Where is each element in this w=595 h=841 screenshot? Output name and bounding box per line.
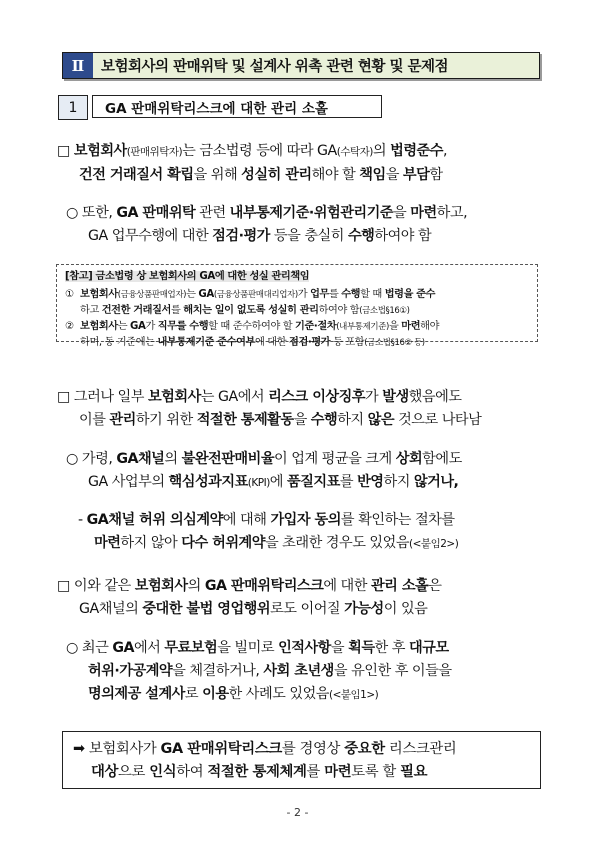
paragraph-control-failure xyxy=(57,386,481,432)
text-bold: 마련 xyxy=(401,321,421,332)
text: 를 xyxy=(339,474,358,490)
text: 을 초래한 경우도 있었음 xyxy=(264,535,410,551)
dash-bullet: - xyxy=(78,512,83,528)
text-bold: 보험회사 xyxy=(134,578,188,594)
text: 한 후 xyxy=(374,640,409,656)
text: 를 xyxy=(306,764,325,780)
text: 하지 xyxy=(337,412,368,428)
text-bold: GA 판매위탁리스크 xyxy=(160,741,282,757)
text-bold: 않은 xyxy=(367,412,395,428)
text: 은 xyxy=(428,578,442,594)
text-bold: 보험회사 xyxy=(147,389,201,405)
text-small: (<붙임1>) xyxy=(329,689,379,701)
text-small: (판매위탁자) xyxy=(126,146,183,158)
text: 을 체결하거나, xyxy=(172,663,264,679)
section-header xyxy=(62,52,540,79)
text: 로도 이어질 xyxy=(270,601,345,617)
circle-bullet: ○ xyxy=(66,451,78,467)
text-bold: 수행 xyxy=(347,228,375,244)
reference-line-3 xyxy=(65,319,531,335)
paragraph-internal-control xyxy=(66,202,467,248)
text-bold: 명의제공 설계사 xyxy=(88,686,185,702)
text: 하기 위한 xyxy=(135,412,197,428)
text: 하여 xyxy=(176,764,208,780)
text-small: (<붙임2>) xyxy=(409,538,459,550)
text-small: (금융상품판매업자) xyxy=(117,290,187,300)
line-2 xyxy=(57,409,481,432)
text-bold: 건전 거래질서 확립 xyxy=(79,167,194,183)
circled-number: ① xyxy=(65,289,74,300)
text: 이를 xyxy=(79,412,110,428)
text: 하고, xyxy=(436,205,468,221)
text-bold: 해치는 일이 없도록 성실히 관리 xyxy=(183,305,319,316)
text: 를 xyxy=(170,305,184,316)
line-2 xyxy=(57,164,447,187)
text: 의 xyxy=(372,143,391,159)
text: 함에도 xyxy=(422,451,462,467)
text: 토록 할 xyxy=(351,764,401,780)
line-2 xyxy=(73,761,540,784)
text-bold: 중요한 xyxy=(344,741,385,757)
text-bold: 않거나, xyxy=(413,474,459,490)
text-small: (수탁자) xyxy=(336,146,373,158)
circle-bullet: ○ xyxy=(66,640,78,656)
text-bold: 대상 xyxy=(91,764,119,780)
line-2 xyxy=(66,225,467,248)
text-bold: GA xyxy=(112,640,134,656)
text: 하며, 동 기준에는 xyxy=(80,337,158,348)
text-bold: 반영 xyxy=(357,474,384,490)
text-bold: 가입자 동의 xyxy=(270,512,341,528)
paragraph-false-contracts xyxy=(78,509,458,556)
summary-box xyxy=(62,731,541,789)
text-small: (금융상품판매대리업자) xyxy=(213,290,298,300)
section-title: 보험회사의 판매위탁 및 설계사 위촉 관련 현황 및 문제점 xyxy=(93,53,539,78)
text: 했음에도 xyxy=(408,389,462,405)
line-2 xyxy=(57,598,441,621)
text-bold: GA채널 xyxy=(116,451,165,467)
text-bold: GA 판매위탁 xyxy=(116,205,196,221)
text: 에 xyxy=(269,474,288,490)
text-bold: 법령을 준수 xyxy=(384,289,436,300)
text: 를 경영상 xyxy=(281,741,345,757)
reference-line-4 xyxy=(65,335,531,351)
paragraph-illegal-activity xyxy=(57,575,441,621)
text-bold: 보험회사 xyxy=(73,143,127,159)
text: 하고 xyxy=(80,305,102,316)
text-bold: 점검·평가 xyxy=(212,228,270,244)
arrow-icon: ➡ xyxy=(73,741,85,757)
text-bold: 성실히 관리 xyxy=(241,167,312,183)
text: 그러나 일부 xyxy=(73,389,148,405)
subsection-number: 1 xyxy=(58,95,88,120)
text: 을 xyxy=(388,321,402,332)
text: 의 xyxy=(164,451,182,467)
text-bold: 가능성 xyxy=(344,601,384,617)
text-bold: 업무 xyxy=(310,289,329,300)
text: 가령, xyxy=(81,451,117,467)
text-bold: 발생 xyxy=(382,389,409,405)
text: 함 xyxy=(429,167,443,183)
text-bold: 다수 허위계약 xyxy=(181,535,265,551)
text: 리스크관리 xyxy=(384,741,457,757)
text-bold: 보험회사 xyxy=(80,289,118,300)
text: 보험회사가 xyxy=(88,741,161,757)
text-bold: GA xyxy=(198,289,214,300)
text: 에 대해 xyxy=(222,512,271,528)
text: 는 xyxy=(186,289,199,300)
square-bullet: □ xyxy=(57,578,70,594)
text-bold: 인식 xyxy=(149,764,177,780)
text: 이 있음 xyxy=(383,601,428,617)
circled-number: ② xyxy=(65,321,74,332)
text-small: (금소법§16② 등) xyxy=(364,338,425,348)
text: 을 xyxy=(393,205,411,221)
text-bold: 책임 xyxy=(359,167,386,183)
text-bold: 마련 xyxy=(94,535,121,551)
text-bold: 내부통제기준 준수여부 xyxy=(157,337,256,348)
text-bold: GA채널 허위 의심계약 xyxy=(86,512,223,528)
text: 에서 xyxy=(133,640,165,656)
text-bold: 마련 xyxy=(410,205,437,221)
text-bold: 부담 xyxy=(402,167,430,183)
text: 는 GA에서 xyxy=(200,389,269,405)
text: 이와 같은 xyxy=(73,578,135,594)
text-bold: 리스크 이상징후 xyxy=(268,389,366,405)
text-bold: 상회 xyxy=(395,451,423,467)
text: 를 확인하는 절차를 xyxy=(340,512,455,528)
text-bold: 중대한 불법 영업행위 xyxy=(142,601,271,617)
text: 또한, xyxy=(81,205,117,221)
reference-title-text: [참고] 금소법령 상 보험회사의 GA에 대한 성실 관리책임 xyxy=(65,271,310,282)
text-bold: 인적사항 xyxy=(278,640,331,656)
line-2 xyxy=(78,532,458,556)
text: 최근 xyxy=(81,640,113,656)
text-bold: 관리 소홀 xyxy=(370,578,429,594)
text-bold: 사회 초년생 xyxy=(263,663,334,679)
text: 로 xyxy=(184,686,203,702)
text: 하여야 함 xyxy=(318,305,360,316)
text-small: (KPI) xyxy=(247,477,270,489)
reference-title xyxy=(65,269,309,285)
text-bold: 허위·가공계약 xyxy=(88,663,173,679)
text-bold: 대규모 xyxy=(408,640,449,656)
text: GA 사업부의 xyxy=(88,474,169,490)
text: 등을 충실히 xyxy=(269,228,348,244)
text: 할 때 xyxy=(360,289,385,300)
text-small: (내부통제기준) xyxy=(336,322,389,332)
text: GA채널의 xyxy=(79,601,143,617)
text: 가 xyxy=(365,389,383,405)
text: 것으로 나타남 xyxy=(394,412,482,428)
text-bold: 적절한 통제체계 xyxy=(207,764,307,780)
text: 가 xyxy=(145,321,158,332)
text: 는 xyxy=(117,321,131,332)
text-bold: 핵심성과지표 xyxy=(168,474,248,490)
text: 하지 xyxy=(383,474,414,490)
line-3 xyxy=(66,683,452,707)
text-bold: 획득 xyxy=(348,640,375,656)
text: 등 포함 xyxy=(330,337,365,348)
text: 을 위해 xyxy=(193,167,242,183)
text-bold: 건전한 거래질서 xyxy=(101,305,171,316)
text: 의 xyxy=(187,578,205,594)
text-bold: 무료보험 xyxy=(164,640,218,656)
text: 는 금소법령 등에 따라 GA xyxy=(182,143,337,159)
text-bold: 마련 xyxy=(324,764,352,780)
text-bold: 보험회사 xyxy=(80,321,118,332)
text: 해야 xyxy=(420,321,440,332)
text: GA 업무수행에 대한 xyxy=(88,228,213,244)
text-bold: 품질지표 xyxy=(287,474,340,490)
text-bold: GA xyxy=(130,321,146,332)
text: 으로 xyxy=(118,764,150,780)
text: 해야 할 xyxy=(311,167,360,183)
subsection-title: GA 판매위탁리스크에 대한 관리 소홀 xyxy=(92,95,382,118)
page-number: - 2 - xyxy=(286,806,309,819)
paragraph-insurer-responsibility xyxy=(57,140,447,187)
text-bold: 법령준수 xyxy=(390,143,443,159)
text-small: (금소법§16①) xyxy=(359,306,410,316)
text-bold: 필요 xyxy=(400,764,428,780)
reference-box xyxy=(56,264,538,348)
text-bold: 기준·절차 xyxy=(295,321,337,332)
text-bold: 점검·평가 xyxy=(289,337,331,348)
text-bold: 수행 xyxy=(341,289,361,300)
text: 할 때 준수하여야 할 xyxy=(208,321,296,332)
text: 관련 xyxy=(195,205,230,221)
circle-bullet: ○ xyxy=(66,205,78,221)
reference-line-1 xyxy=(65,287,531,303)
text: 한 사례도 있었음 xyxy=(228,686,329,702)
text: 하지 않아 xyxy=(120,535,182,551)
text-bold: 관리 xyxy=(109,412,136,428)
line-2 xyxy=(66,471,462,495)
paragraph-kpi-example xyxy=(66,448,462,495)
text-bold: 적절한 통제활동 xyxy=(196,412,294,428)
text: 을 빌미로 xyxy=(217,640,279,656)
line-2 xyxy=(66,660,452,683)
text-bold: 이용 xyxy=(202,686,229,702)
text: 을 유인한 후 이들을 xyxy=(333,663,452,679)
text-bold: 수행 xyxy=(310,412,338,428)
text: 를 xyxy=(328,289,342,300)
section-number: Ⅱ xyxy=(63,53,93,78)
text: 을 xyxy=(385,167,403,183)
text: 가 xyxy=(297,289,311,300)
text-bold: 내부통제기준·위험관리기준 xyxy=(229,205,394,221)
reference-line-2 xyxy=(65,303,531,319)
text-bold: GA 판매위탁리스크 xyxy=(204,578,324,594)
text: , xyxy=(442,143,447,159)
square-bullet: □ xyxy=(57,143,70,159)
text: 하여야 함 xyxy=(374,228,432,244)
text: 에 대한 xyxy=(323,578,371,594)
text-bold: 직무를 수행 xyxy=(157,321,209,332)
text: 에 대한 xyxy=(255,337,290,348)
text: 이 업계 평균을 크게 xyxy=(274,451,396,467)
paragraph-recent-cases xyxy=(66,637,452,707)
text: 을 xyxy=(293,412,311,428)
text: 을 xyxy=(330,640,349,656)
square-bullet: □ xyxy=(57,389,70,405)
text-bold: 불완전판매비율 xyxy=(181,451,275,467)
